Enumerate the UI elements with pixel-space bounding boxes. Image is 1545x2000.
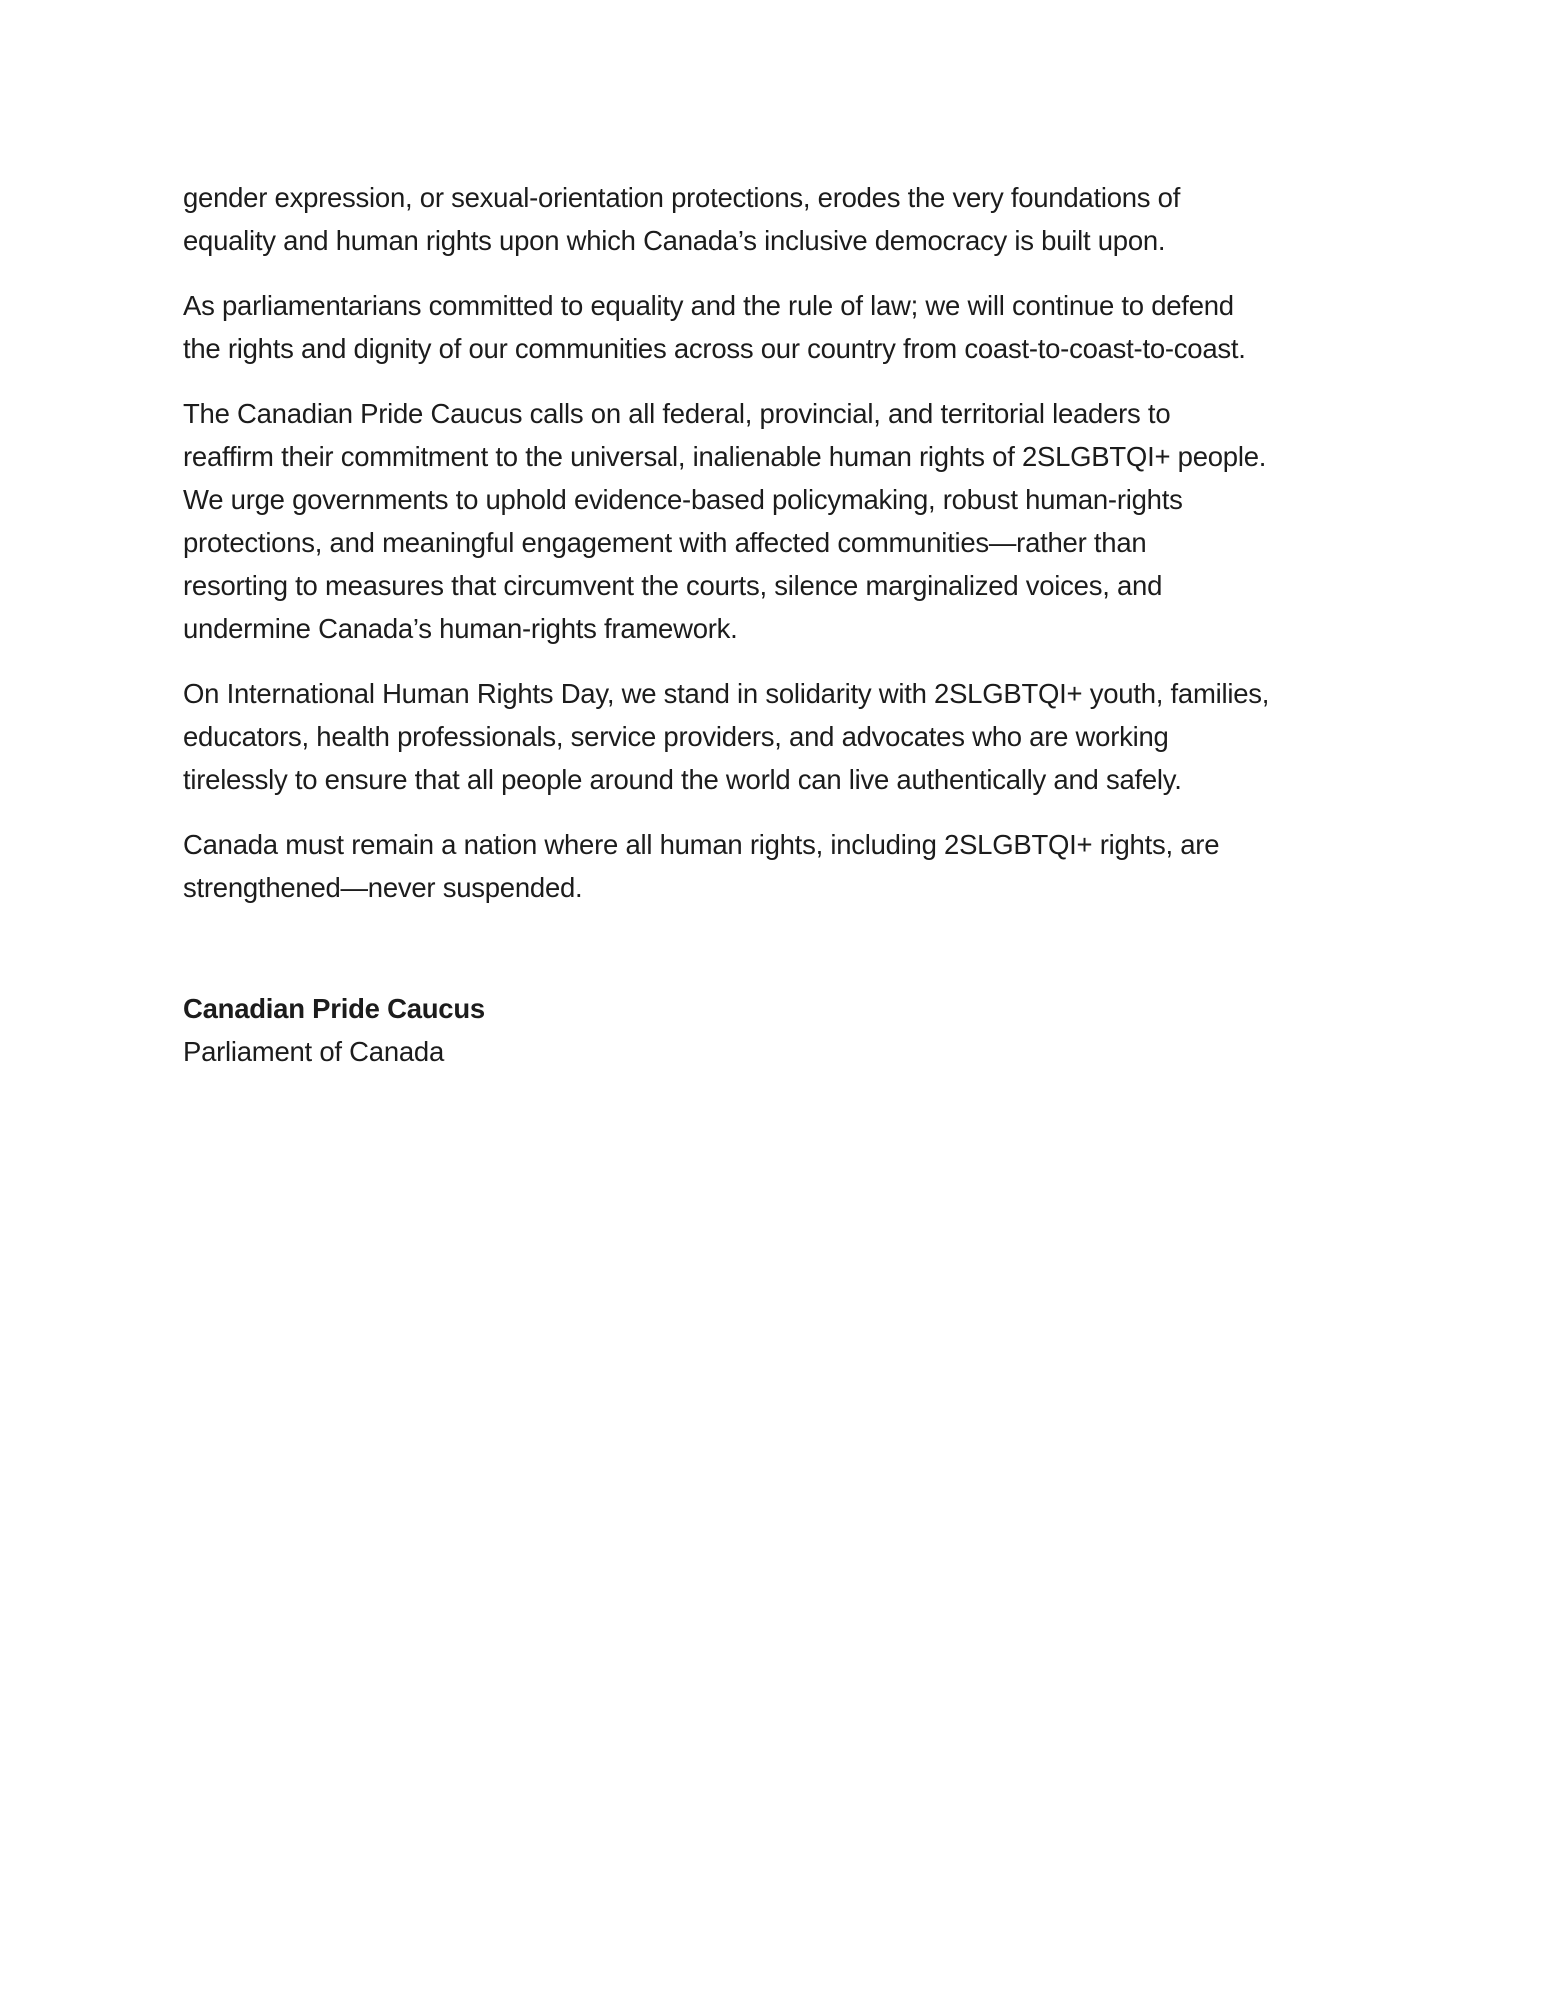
paragraph-4: On International Human Rights Day, we stand in solidarity with 2SLGBTQI+ youth, families, educators, health professionals, service providers, and advocates who are working tirelessly to ensure that all people around the world can live authentically and safely. <box>183 678 1270 795</box>
paragraph-5: Canada must remain a nation where all human rights, including 2SLGBTQI+ rights, are strengthened—never suspended. <box>183 829 1220 903</box>
paragraph-2: As parliamentarians committed to equality and the rule of law; we will continue to defend the rights and dignity of our communities across our country from coast-to-coast-to-coast. <box>183 290 1246 364</box>
paragraph-1: gender expression, or sexual-orientation protections, erodes the very foundations of equality and human rights upon which Canada’s inclusive democracy is built upon. <box>183 182 1181 256</box>
paragraph-3: The Canadian Pride Caucus calls on all federal, provincial, and territorial leaders to reaffirm their commitment to the universal, inalienable human rights of 2SLGBTQI+ people. We urge governments to uphold evidence-based policymaking, robust human-rights protections, and meaningful engagement with affected communities—rather than resorting to measures that circumvent the courts, silence marginalized voices, and undermine Canada’s human-rights framework. <box>183 398 1267 644</box>
signature-block <box>183 987 1375 1073</box>
signature-name: Canadian Pride Caucus <box>183 993 485 1024</box>
signature-org: Parliament of Canada <box>183 1036 444 1067</box>
letter-body <box>183 176 1375 1073</box>
